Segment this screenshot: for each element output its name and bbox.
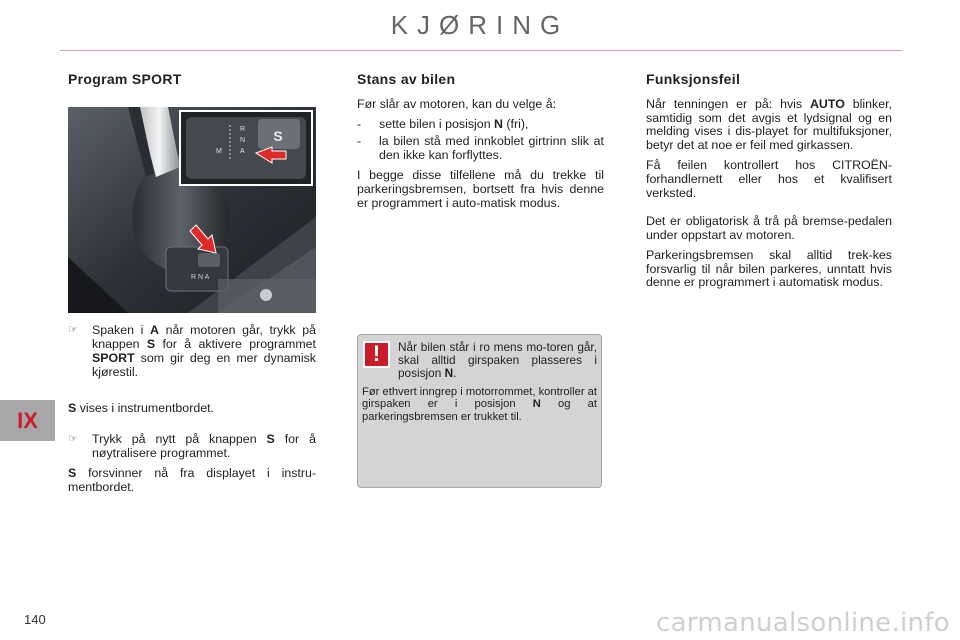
warning-body: Før ethvert inngrep i motorrommet, kontroller at girspaken er i posisjon N og at parkeringsbremsen er trukket til. <box>362 385 598 423</box>
inset-label-r: R <box>240 126 246 133</box>
paragraph: Få feilen kontrollert hos CITROËN-forhandlernett eller hos et kvalifisert verksted. <box>646 158 892 201</box>
gear-selector-illustration <box>68 107 316 313</box>
column-program-sport <box>68 70 316 98</box>
page-title: KJØRING <box>390 10 570 40</box>
warning-icon: ! <box>363 341 390 368</box>
column-stans-av-bilen <box>357 70 604 217</box>
paragraph: S forsvinner nå fra displayet i instru-mentbordet. <box>68 466 316 495</box>
column-program-sport-text <box>68 324 316 501</box>
paragraph: I begge disse tilfellene må du trekke til parkeringsbremsen, bortsett fra hvis denne er programmert i auto-matisk modus. <box>357 168 604 211</box>
section-title-program-sport: Program SPORT <box>68 71 182 87</box>
paragraph: Før slår av motoren, kan du velge å: <box>357 96 557 111</box>
list-item: ☞ Trykk på nytt på knappen S for å nøytralisere programmet. <box>68 432 316 461</box>
inset-label-n: N <box>240 137 246 144</box>
header-divider <box>60 50 902 51</box>
warning-lead: Når bilen står i ro mens mo-toren går, skal alltid girspaken plasseres i posisjon N. <box>398 340 597 381</box>
paragraph: S vises i instrumentbordet. <box>68 400 214 415</box>
warning-box <box>357 334 602 488</box>
pointing-hand-icon: ☞ <box>68 433 78 446</box>
watermark: carmanualsonline.info <box>655 608 950 638</box>
list-item: - sette bilen i posisjon N (fri), <box>357 116 529 131</box>
paragraph: Når tenningen er på: hvis AUTO blinker, samtidig som det avgis et lydsignal og en melding vises i dis-playet for multifuksjoner, betyr det at noe er feil med girkassen. <box>646 96 892 153</box>
svg-text:R N A: R N A <box>191 274 210 281</box>
pointing-hand-icon: ☞ <box>68 324 78 336</box>
inset-label-a: A <box>240 148 245 155</box>
paragraph: Parkeringsbremsen skal alltid trek-kes forsvarlig til når bilen parkeres, unntatt hvis denne er programmert i automatisk modus. <box>646 247 892 290</box>
list-item: - la bilen stå med innkoblet girtrinn slik at den ikke kan forflyttes. <box>357 134 604 163</box>
paragraph: Det er obligatorisk å trå på bremse-pedalen under oppstart av motoren. <box>646 213 892 242</box>
gear-selector-photo <box>68 107 316 313</box>
list-item: ☞ Spaken i A når motoren går, trykk på knappen S for å aktivere programmet SPORT som gir deg en mer dynamisk kjørestil. <box>68 323 316 379</box>
page-number: 140 <box>24 612 46 627</box>
chapter-tab[interactable]: IX <box>0 400 55 441</box>
section-title-stans: Stans av bilen <box>357 71 456 87</box>
inset-label-m: M <box>216 148 222 155</box>
column-funksjonsfeil <box>646 70 892 296</box>
inset-label-s: S <box>273 128 283 144</box>
section-title-funksjonsfeil: Funksjonsfeil <box>646 71 741 87</box>
